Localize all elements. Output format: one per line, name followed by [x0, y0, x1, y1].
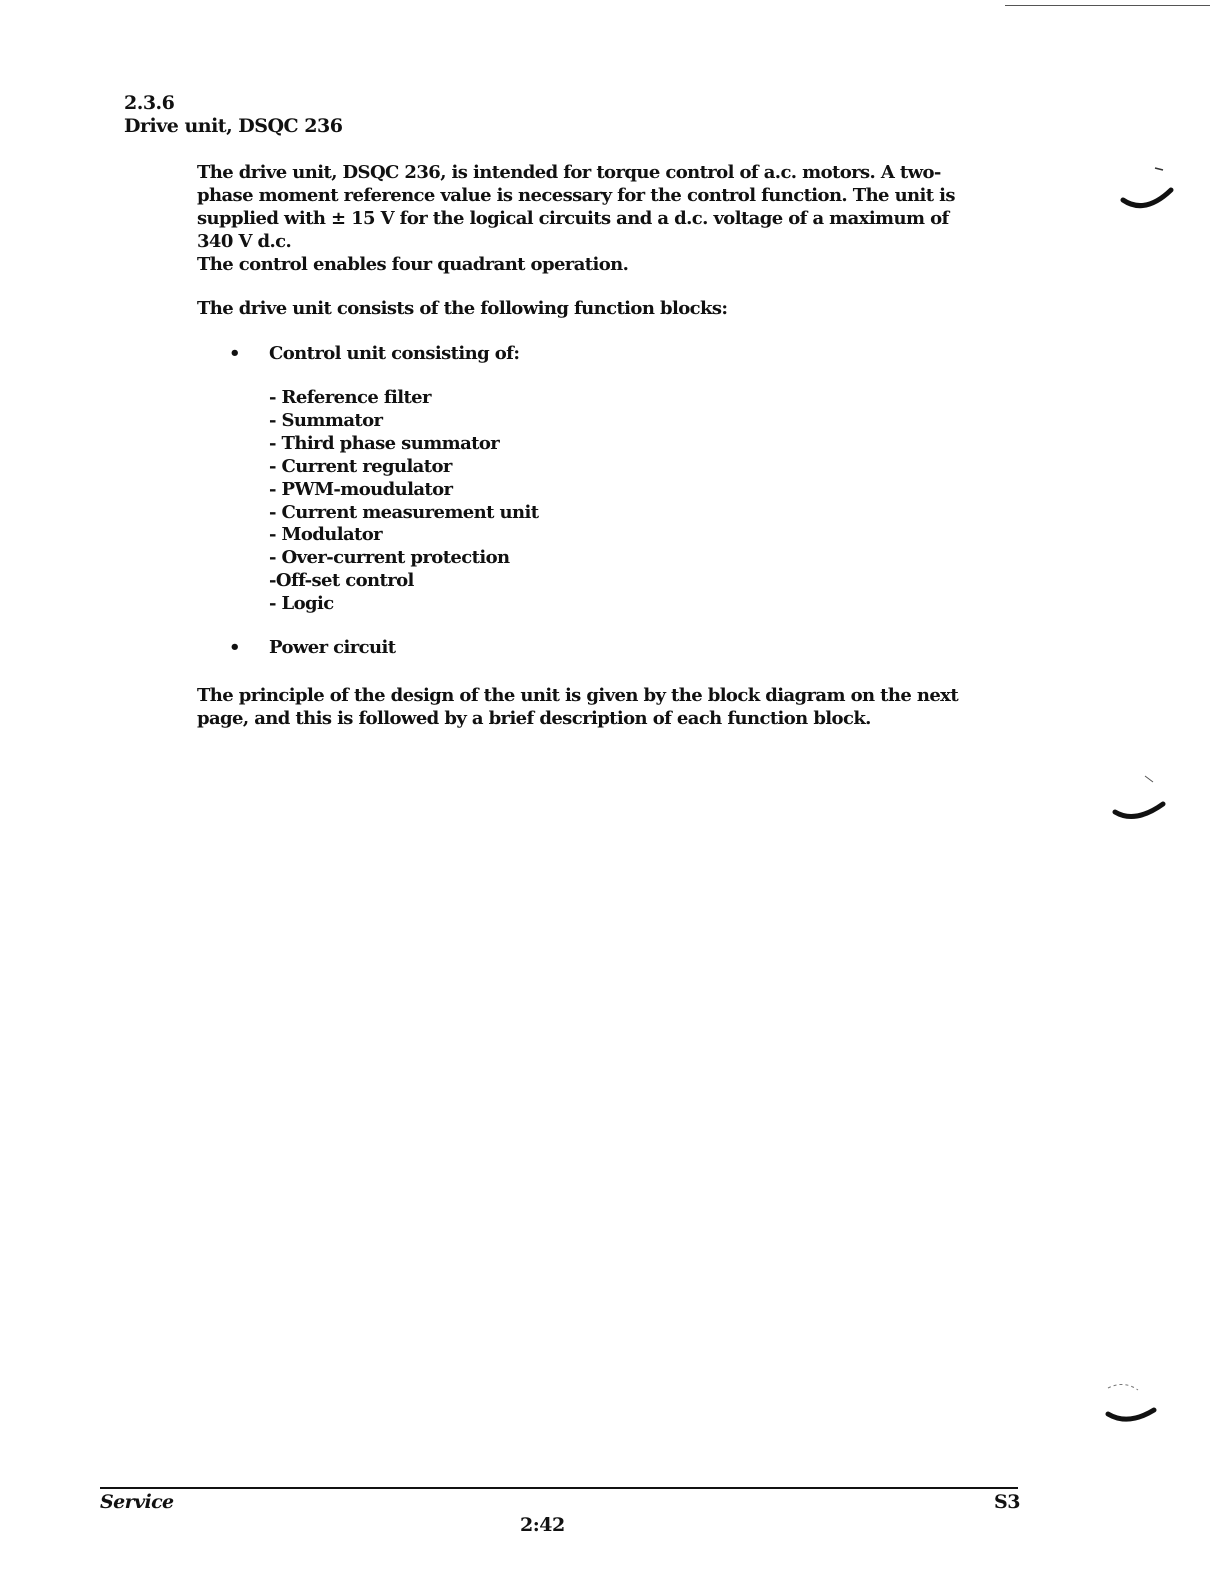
list-item: - Modulator [269, 524, 383, 546]
footer-rule [100, 1487, 1018, 1489]
control-paragraph: The control enables four quadrant operation. [197, 254, 629, 275]
bullet-power-circuit: Power circuit [269, 637, 396, 658]
footer-section-name: Service [100, 1491, 174, 1513]
list-item: - Over-current protection [269, 547, 510, 569]
list-item: - Current regulator [269, 455, 452, 477]
bullet-marker: • [229, 637, 241, 658]
top-edge-rule [1005, 5, 1210, 6]
list-item: - Reference filter [269, 387, 431, 408]
page-number: 2:42 [520, 1514, 565, 1536]
section-number: 2.3.6 [124, 92, 175, 114]
binder-hole-mark-icon [1115, 160, 1195, 220]
list-item: - Summator [269, 409, 383, 431]
intro-paragraph: The drive unit, DSQC 236, is intended for torque control of a.c. motors. A two-phase moment reference value is necessary for the control function. The unit is supplied with ± 15 V for the logical circuits and a d.c. voltage of a maximum of 340 V d.c. [197, 162, 955, 252]
function-blocks-paragraph: The drive unit consists of the following function blocks: [197, 298, 728, 319]
section-title: Drive unit, DSQC 236 [124, 115, 343, 137]
bullet-control-unit: Control unit consisting of: [269, 343, 520, 364]
footer-code: S3 [994, 1491, 1020, 1513]
principle-paragraph: The principle of the design of the unit is given by the block diagram on the next page, and this is followed by a brief description of each function block. [197, 685, 959, 729]
list-item: - Logic [269, 593, 334, 615]
binder-hole-mark-icon [1098, 1380, 1178, 1440]
control-unit-sublist [269, 387, 538, 616]
list-item: - Current measurement unit [269, 501, 539, 523]
list-item: -Off-set control [269, 570, 414, 592]
list-item: - Third phase summator [269, 432, 500, 454]
list-item: - PWM-moudulator [269, 478, 453, 500]
binder-hole-mark-icon [1105, 772, 1185, 832]
bullet-marker: • [229, 343, 241, 364]
